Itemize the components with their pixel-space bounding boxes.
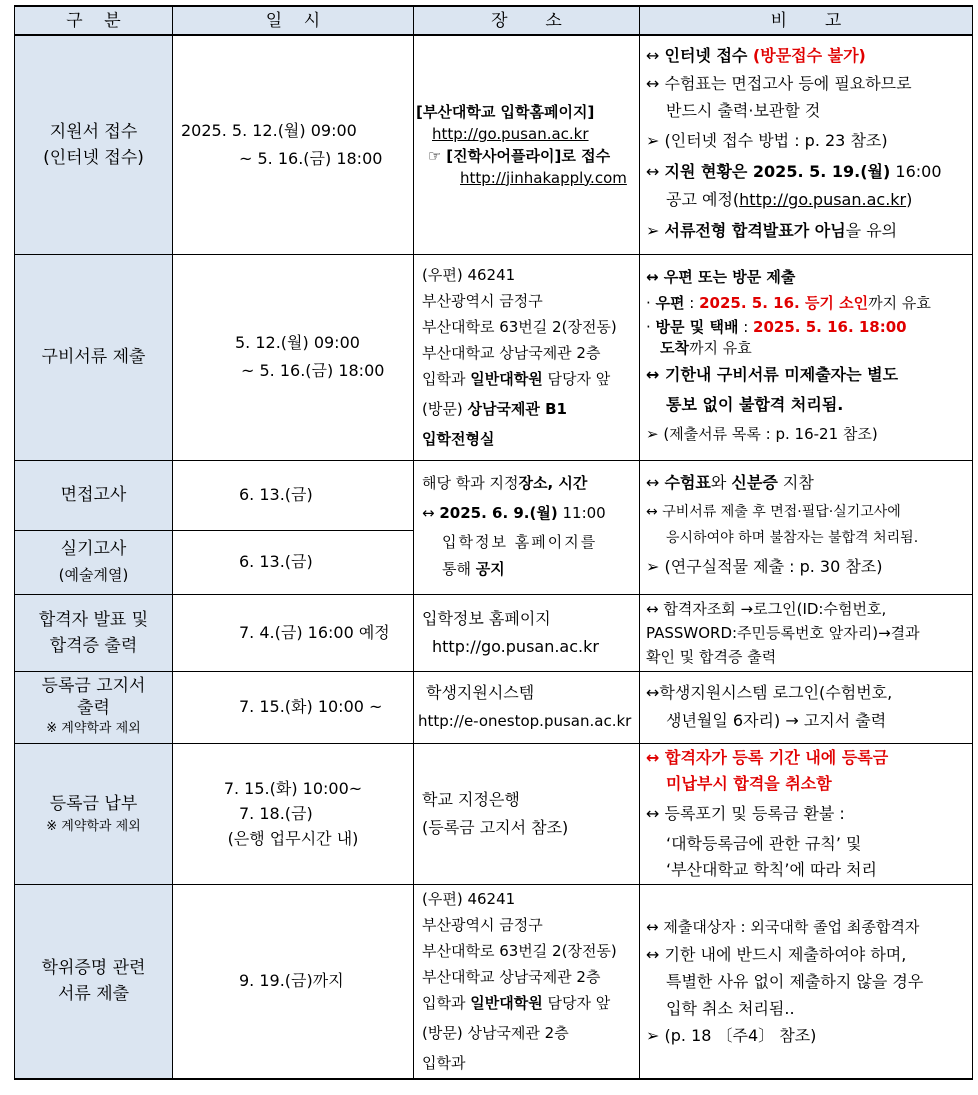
bill-date: 7. 15.(화) 10:00 ~ xyxy=(173,671,414,743)
apply-link[interactable]: http://jinhakapply.com xyxy=(460,168,627,187)
payment-date: 7. 15.(화) 10:00~ 7. 18.(금) (은행 업무시간 내) xyxy=(173,743,414,884)
practical-date: 6. 13.(금) xyxy=(173,530,414,594)
payment-notes: ↔ 합격자가 등록 기간 내에 등록금 미납부시 합격을 취소함 ↔ 등록포기 및 등록금 환불 : ‘대학등록금에 관한 규칙’ 및 ‘부산대학교 학칙’에 따라 처리 xyxy=(640,743,973,884)
result-link[interactable]: http://go.pusan.ac.kr xyxy=(432,636,599,656)
schedule-table xyxy=(14,5,973,1080)
interview-place: 해당 학과 지정장소, 시간 ↔ 2025. 6. 9.(월) 11:00 입학정보 홈페이지를 통해 공지 xyxy=(414,460,640,594)
row-bill xyxy=(15,671,973,743)
payment-place: 학교 지정은행 (등록금 고지서 참조) xyxy=(414,743,640,884)
application-place: [부산대학교 입학홈페이지] http://go.pusan.ac.kr ☞ [진학사어플라이]로 접수 http://jinhakapply.com xyxy=(414,35,640,254)
interview-date: 6. 13.(금) xyxy=(173,460,414,530)
interview-notes: ↔ 수험표와 신분증 지참 ↔ 구비서류 제출 후 면접·필답·실기고사에 응시하여야 하며 불참자는 불합격 처리됨. ➢ (연구실적물 제출 : p. 30 참조) xyxy=(640,460,973,594)
degree-date: 9. 19.(금)까지 xyxy=(173,884,414,1079)
payment-name: 등록금 납부 ※ 계약학과 제외 xyxy=(15,743,173,884)
bill-notes: ↔학생지원시스템 로그인(수험번호, 생년월일 6자리) → 고지서 출력 xyxy=(640,671,973,743)
result-date: 7. 4.(금) 16:00 예정 xyxy=(173,594,414,671)
row-documents xyxy=(15,254,973,460)
degree-place: (우편) 46241 부산광역시 금정구 부산대학로 63번길 2(장전동) 부산대학교 상남국제관 2층 입학과 일반대학원 담당자 앞 (방문) 상남국제관 2층 입학과 xyxy=(414,884,640,1079)
bill-name: 등록금 고지서 출력 ※ 계약학과 제외 xyxy=(15,671,173,743)
row-degree xyxy=(15,884,973,1079)
documents-name: 구비서류 제출 xyxy=(15,254,173,460)
row-result xyxy=(15,594,973,671)
result-name: 합격자 발표 및 합격증 출력 xyxy=(15,594,173,671)
header-row xyxy=(15,6,973,35)
interview-name: 면접고사 xyxy=(15,460,173,530)
row-payment xyxy=(15,743,973,884)
header-datetime: 일 시 xyxy=(173,6,414,35)
result-place: 입학정보 홈페이지 http://go.pusan.ac.kr xyxy=(414,594,640,671)
bill-place: 학생지원시스템 http://e-onestop.pusan.ac.kr xyxy=(414,671,640,743)
header-place: 장 소 xyxy=(414,6,640,35)
application-notes: ↔ 인터넷 접수 (방문접수 불가) ↔ 수험표는 면접고사 등에 필요하므로 반드시 출력·보관할 것 ➢ (인터넷 접수 방법 : p. 23 참조) ↔ 지원 현황은 2025. 5. 19.(월) 16:00 공고 예정(http://go.pusan.ac.kr) ➢ 서류전형 합격발표가 아님을 유의 xyxy=(640,35,973,254)
header-category: 구 분 xyxy=(15,6,173,35)
result-notes: ↔ 합격자조회 →로그인(ID:수험번호, PASSWORD:주민등록번호 앞자리)→결과 확인 및 합격증 출력 xyxy=(640,594,973,671)
row-application xyxy=(15,35,973,254)
bill-link[interactable]: http://e-onestop.pusan.ac.kr xyxy=(418,712,632,730)
documents-date: 5. 12.(월) 09:00 ~ 5. 16.(금) 18:00 xyxy=(173,254,414,460)
documents-notes: ↔ 우편 또는 방문 제출 · 우편 : 2025. 5. 16. 등기 소인까지 유효 · 방문 및 택배 : 2025. 5. 16. 18:00 도착까지 유효 ↔ 기한내 구비서류 미제출자는 별도 통보 없이 불합격 처리됨. ➢ (제출서류 목록 : p. 16-21 참조) xyxy=(640,254,973,460)
site-link[interactable]: http://go.pusan.ac.kr xyxy=(432,124,589,143)
documents-place: (우편) 46241 부산광역시 금정구 부산대학로 63번길 2(장전동) 부산대학교 상남국제관 2층 입학과 일반대학원 담당자 앞 (방문) 상남국제관 B1 입학전형실 xyxy=(414,254,640,460)
row-interview xyxy=(15,460,973,530)
degree-notes: ↔ 제출대상자 : 외국대학 졸업 최종합격자 ↔ 기한 내에 반드시 제출하여야 하며, 특별한 사유 없이 제출하지 않을 경우 입학 취소 처리됨.. ➢ (p. 18 〔주4〕 참조) xyxy=(640,884,973,1079)
application-name: 지원서 접수 (인터넷 접수) xyxy=(15,35,173,254)
practical-name: 실기고사 (예술계열) xyxy=(15,530,173,594)
application-date: 2025. 5. 12.(월) 09:00 ~ 5. 16.(금) 18:00 xyxy=(173,35,414,254)
degree-name: 학위증명 관련 서류 제출 xyxy=(15,884,173,1079)
header-remarks: 비 고 xyxy=(640,6,973,35)
